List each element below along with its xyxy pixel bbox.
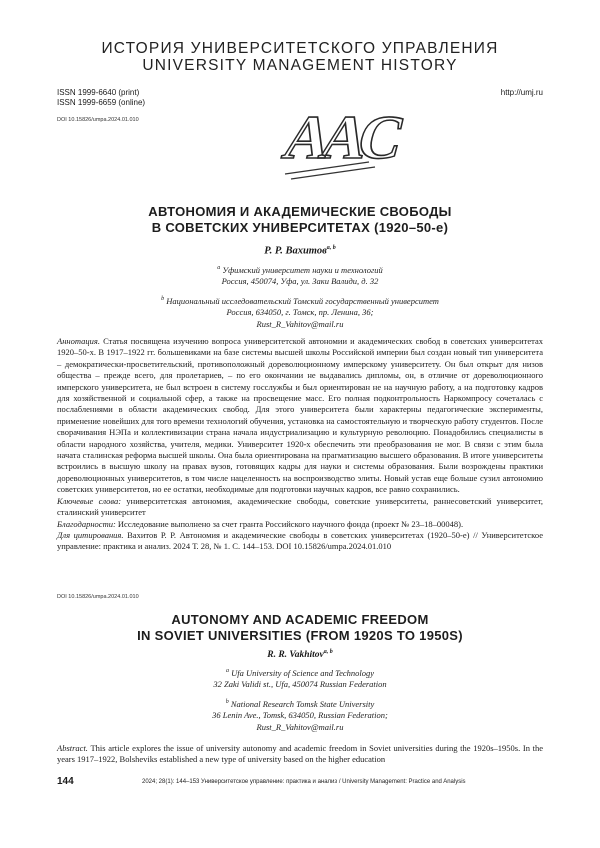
logo-lettering: AAC xyxy=(277,103,408,172)
journal-url[interactable]: http://umj.ru xyxy=(501,88,543,97)
cite-ru-label: Для цитирования. xyxy=(57,530,124,540)
issn-online: ISSN 1999-6659 (online) xyxy=(57,98,145,108)
journal-title-ru: ИСТОРИЯ УНИВЕРСИТЕТСКОГО УПРАВЛЕНИЯ xyxy=(0,40,600,57)
author-ru-name: Р. Р. Вахитов xyxy=(264,246,327,257)
ack-ru-text: Исследование выполнено за счет гранта Российского научного фонда (проект № 23–18–00048). xyxy=(118,519,463,529)
email-ru[interactable]: Rust_R_Vahitov@mail.ru xyxy=(0,319,600,331)
affil-en-a-line2: 32 Zaki Validi st., Ufa, 450074 Russian Federation xyxy=(0,679,600,691)
affil-en-b-sup: b xyxy=(226,699,229,705)
keywords-ru-label: Ключевые слова: xyxy=(57,496,121,506)
doi-ru: DOI 10.15826/umpa.2024.01.010 xyxy=(57,115,145,125)
affil-ru-b-line1: Национальный исследовательский Томский государственный университет xyxy=(166,296,439,306)
abstract-en xyxy=(57,743,543,766)
affil-ru-a-line2: Россия, 450074, Уфа, ул. Заки Валиди, д. 32 xyxy=(0,276,600,288)
affil-en-b-line1: National Research Tomsk State University xyxy=(231,699,374,709)
affiliations-ru xyxy=(0,263,600,330)
affil-ru-b-sup: b xyxy=(161,296,164,302)
journal-title-en: UNIVERSITY MANAGEMENT HISTORY xyxy=(0,57,600,74)
page-number: 144 xyxy=(57,776,74,787)
affiliations-en xyxy=(0,666,600,733)
abstract-en-text: This article explores the issue of university autonomy and academic freedom in Soviet universities during the 1920s–1950s. In the years 1917–1922, Bolsheviks established a new type of university based on the higher education xyxy=(57,743,543,764)
author-en-sup: a, b xyxy=(324,649,333,655)
abstract-en-label: Abstract. xyxy=(57,743,88,753)
abstract-ru-label: Аннотация. xyxy=(57,336,100,346)
keywords-ru-text: университетская автономия, академические свободы, советские университеты, раннесоветский университет, сталинский университет xyxy=(57,496,543,517)
article-title-ru xyxy=(0,204,600,236)
affil-ru-a-line1: Уфимский университет науки и технологий xyxy=(222,265,382,275)
abstract-ru-text: Статья посвящена изучению вопроса университетской автономии и академических свобод в советских университетах 1920–50-х. В 1917–1922 гг. большевиками на базе системы высшей школы Российской империи был создан новый тип университета – демократически-просветительский, противоположный дореволюционному имперскому университету. Он был открыт для низов общества – прежде всего, для пролетариев, – по его окончании не выдавались дипломы, он, в отличие от дореволюционного имперского университета, не был встроен в систему госслужбы и был ориентирован не на научную работу, а на подготовку кадров для хозяйственной и социальной сфер, а также на просвещение масс. Его полная подконтрольность Наркомпросу сочеталась с послаблениями в области академических свобод. Для этого университета были характерны педагогические эксперименты, применение новейших для того времени технологий обучения, установка на самостоятельную и творческую работу студентов. После сворачивания НЭПа и коллективизации страна начала индустриализацию и культурную революцию. Понадобились специалисты в области народного хозяйства, учителя, медики. Университет 1920-х обеспечить эти преобразования не мог. В связи с этим была начата сталинская реформа высшей школы. Она была ориентирована на прагматизацию высшего образования. В итоге университеты встроились в высшую школу на правах вузов, готовящих кадры для науки и системы образования. Были возрождены практики дореволюционных университетов, в том числе нацеленность на воспроизводство элиты. Новый устав еще больше сузил автономию советских университетов, но ее остатки, необходимые для подготовки научных кадров, все равно сохранились. xyxy=(57,336,543,494)
affil-en-a-sup: a xyxy=(226,668,229,674)
issn-print: ISSN 1999-6640 (print) xyxy=(57,88,145,98)
ack-ru-label: Благодарности: xyxy=(57,519,116,529)
email-en[interactable]: Rust_R_Vahitov@mail.ru xyxy=(0,722,600,734)
issn-block xyxy=(57,88,145,125)
article-title-en xyxy=(0,612,600,644)
author-en xyxy=(0,649,600,660)
article-title-ru-line1: АВТОНОМИЯ И АКАДЕМИЧЕСКИЕ СВОБОДЫ xyxy=(0,204,600,220)
abstract-ru-block xyxy=(57,336,543,553)
citation-ru xyxy=(57,530,543,553)
journal-header xyxy=(0,40,600,74)
author-ru xyxy=(0,245,600,257)
journal-logo xyxy=(265,100,385,184)
affil-en-a-line1: Ufa University of Science and Technology xyxy=(231,668,374,678)
article-title-en-line1: AUTONOMY AND ACADEMIC FREEDOM xyxy=(0,612,600,628)
article-title-en-line2: IN SOVIET UNIVERSITIES (FROM 1920S TO 1950S) xyxy=(0,628,600,644)
author-ru-sup: a, b xyxy=(327,245,336,251)
doi-en: DOI 10.15826/umpa.2024.01.010 xyxy=(57,594,139,600)
affil-en-b-line2: 36 Lenin Ave., Tomsk, 634050, Russian Federation; xyxy=(0,710,600,722)
keywords-ru xyxy=(57,496,543,519)
cite-ru-text: Вахитов Р. Р. Автономия и академические свободы в советских университетах (1920–50-е) // Университетское управление: практика и анализ. 2024 Т. 28, № 1. С. 144–153. DOI 10.15826/umpa.2024.01.010 xyxy=(57,530,543,551)
acknowledgements-ru xyxy=(57,519,543,530)
author-en-name: R. R. Vakhitov xyxy=(267,650,324,660)
affil-ru-b-line2: Россия, 634050, г. Томск, пр. Ленина, 36; xyxy=(0,307,600,319)
abstract-ru xyxy=(57,336,543,496)
footer-citation: 2024; 28(1): 144–153 Университетское управление: практика и анализ / University Management: Practice and Analysis xyxy=(142,779,466,785)
affil-ru-a-sup: a xyxy=(217,265,220,271)
article-title-ru-line2: В СОВЕТСКИХ УНИВЕРСИТЕТАХ (1920–50-е) xyxy=(0,220,600,236)
